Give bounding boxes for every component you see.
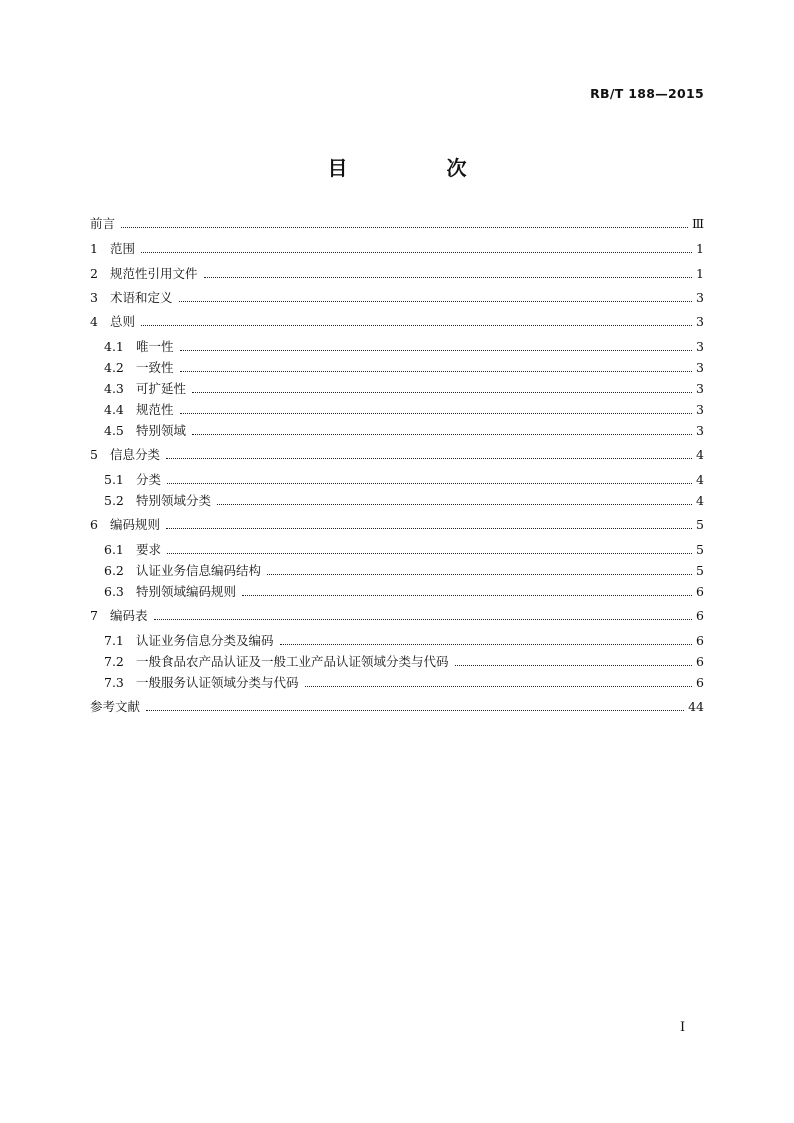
toc-entry[interactable]	[104, 582, 704, 600]
toc-entry-number: 6	[90, 517, 98, 532]
dot-leader	[267, 574, 692, 575]
dot-leader	[192, 434, 692, 435]
toc-entry-page: 4	[696, 493, 704, 508]
toc-entry-label: 特别领域分类	[136, 493, 212, 508]
toc-entry[interactable]	[90, 445, 704, 463]
toc-entry-page: 6	[696, 633, 704, 648]
toc-entry-page: 6	[696, 675, 704, 690]
toc-entry-number: 6.2	[104, 563, 124, 578]
toc-entry-number: 6.1	[104, 542, 124, 557]
toc-entry-label: 要求	[136, 542, 162, 557]
toc-entry-label: 唯一性	[136, 339, 174, 354]
toc-entry-page: 4	[696, 472, 704, 487]
toc-entry[interactable]	[104, 400, 704, 418]
toc-entry-page: 1	[696, 241, 704, 256]
toc-entry[interactable]	[104, 491, 704, 509]
toc-entry-label: 参考文献	[90, 699, 141, 714]
dot-leader	[180, 413, 693, 414]
toc-entry-page: 6	[696, 608, 704, 623]
toc-entry-number: 7.3	[104, 675, 124, 690]
toc-entry[interactable]	[90, 606, 704, 624]
toc-entry-number: 4.2	[104, 360, 124, 375]
toc-entry-page: 1	[696, 266, 704, 281]
toc-entry-label: 一般食品农产品认证及一般工业产品认证领域分类与代码	[136, 654, 449, 669]
toc-entry-page: 3	[696, 423, 704, 438]
dot-leader	[121, 227, 688, 228]
toc-entry[interactable]	[90, 312, 704, 330]
dot-leader	[455, 665, 693, 666]
toc-entry-label: 可扩延性	[136, 381, 187, 396]
toc-entry[interactable]	[90, 214, 704, 232]
toc-entry-label: 分类	[136, 472, 162, 487]
toc-entry[interactable]	[104, 470, 704, 488]
toc-entry-page: 4	[696, 447, 704, 462]
dot-leader	[305, 686, 693, 687]
toc-entry-page: 3	[696, 360, 704, 375]
dot-leader	[179, 301, 693, 302]
toc-entry[interactable]	[90, 697, 704, 715]
toc-entry[interactable]	[104, 652, 704, 670]
toc-entry-page: 6	[696, 654, 704, 669]
dot-leader	[204, 277, 693, 278]
dot-leader	[154, 619, 693, 620]
toc-entry-page: 3	[696, 381, 704, 396]
toc-entry-label: 范围	[110, 241, 136, 256]
toc-entry-label: 总则	[110, 314, 136, 329]
toc-entry-label: 规范性引用文件	[110, 266, 198, 281]
dot-leader	[141, 325, 692, 326]
toc-entry-page: 3	[696, 314, 704, 329]
toc-entry-number: 7	[90, 608, 98, 623]
toc-entry-page: 6	[696, 584, 704, 599]
toc-entry-page: 5	[696, 517, 704, 532]
dot-leader	[192, 392, 692, 393]
toc-entry-label: 规范性	[136, 402, 174, 417]
dot-leader	[141, 252, 692, 253]
toc-entry-number: 4	[90, 314, 98, 329]
toc-entry-label: 认证业务信息分类及编码	[136, 633, 274, 648]
toc-entry-page: 5	[696, 542, 704, 557]
toc-entry-label: 术语和定义	[110, 290, 173, 305]
standard-code: RB/T 188—2015	[590, 86, 704, 101]
toc-entry[interactable]	[104, 421, 704, 439]
dot-leader	[167, 483, 692, 484]
toc-entry[interactable]	[104, 379, 704, 397]
toc-entry[interactable]	[104, 358, 704, 376]
toc-entry-number: 5.1	[104, 472, 124, 487]
toc-entry-number: 7.2	[104, 654, 124, 669]
toc-entry-label: 一致性	[136, 360, 174, 375]
toc-entry-number: 5.2	[104, 493, 124, 508]
toc-entry-label: 特别领域	[136, 423, 187, 438]
toc-entry[interactable]	[104, 631, 704, 649]
toc-entry[interactable]	[104, 561, 704, 579]
page-title: 目 次	[327, 156, 513, 180]
toc-entry-page: 44	[688, 699, 704, 714]
page-number: I	[680, 1020, 686, 1035]
dot-leader	[166, 528, 692, 529]
toc-entry-number: 2	[90, 266, 98, 281]
dot-leader	[146, 710, 684, 711]
toc-entry-page: 3	[696, 339, 704, 354]
toc-entry[interactable]	[104, 337, 704, 355]
toc-entry-label: 编码规则	[110, 517, 161, 532]
toc-entry-number: 4.3	[104, 381, 124, 396]
toc-entry-number: 1	[90, 241, 98, 256]
toc-entry-label: 认证业务信息编码结构	[136, 563, 262, 578]
dot-leader	[280, 644, 693, 645]
toc-entry-page: 5	[696, 563, 704, 578]
dot-leader	[167, 553, 692, 554]
toc-entry[interactable]	[90, 288, 704, 306]
toc-entry[interactable]	[90, 264, 704, 282]
toc-entry-number: 4.1	[104, 339, 124, 354]
toc-entry-number: 7.1	[104, 633, 124, 648]
toc-entry-label: 编码表	[110, 608, 148, 623]
toc-entry[interactable]	[104, 540, 704, 558]
toc-entry-label: 特别领域编码规则	[136, 584, 237, 599]
dot-leader	[242, 595, 692, 596]
toc-entry-number: 4.5	[104, 423, 124, 438]
toc-entry-page: 3	[696, 402, 704, 417]
toc-entry[interactable]	[90, 239, 704, 257]
toc-entry-number: 5	[90, 447, 98, 462]
toc-entry-page: Ⅲ	[691, 216, 704, 231]
toc-entry-label: 信息分类	[110, 447, 161, 462]
toc-entry-page: 3	[696, 290, 704, 305]
toc-entry-number: 4.4	[104, 402, 124, 417]
dot-leader	[217, 504, 692, 505]
toc-entry[interactable]	[104, 673, 704, 691]
dot-leader	[180, 371, 693, 372]
dot-leader	[166, 458, 692, 459]
toc-entry-number: 3	[90, 290, 98, 305]
toc-entry-label: 前言	[90, 216, 116, 231]
toc-entry-label: 一般服务认证领域分类与代码	[136, 675, 299, 690]
dot-leader	[180, 350, 693, 351]
toc-entry[interactable]	[90, 515, 704, 533]
toc-entry-number: 6.3	[104, 584, 124, 599]
